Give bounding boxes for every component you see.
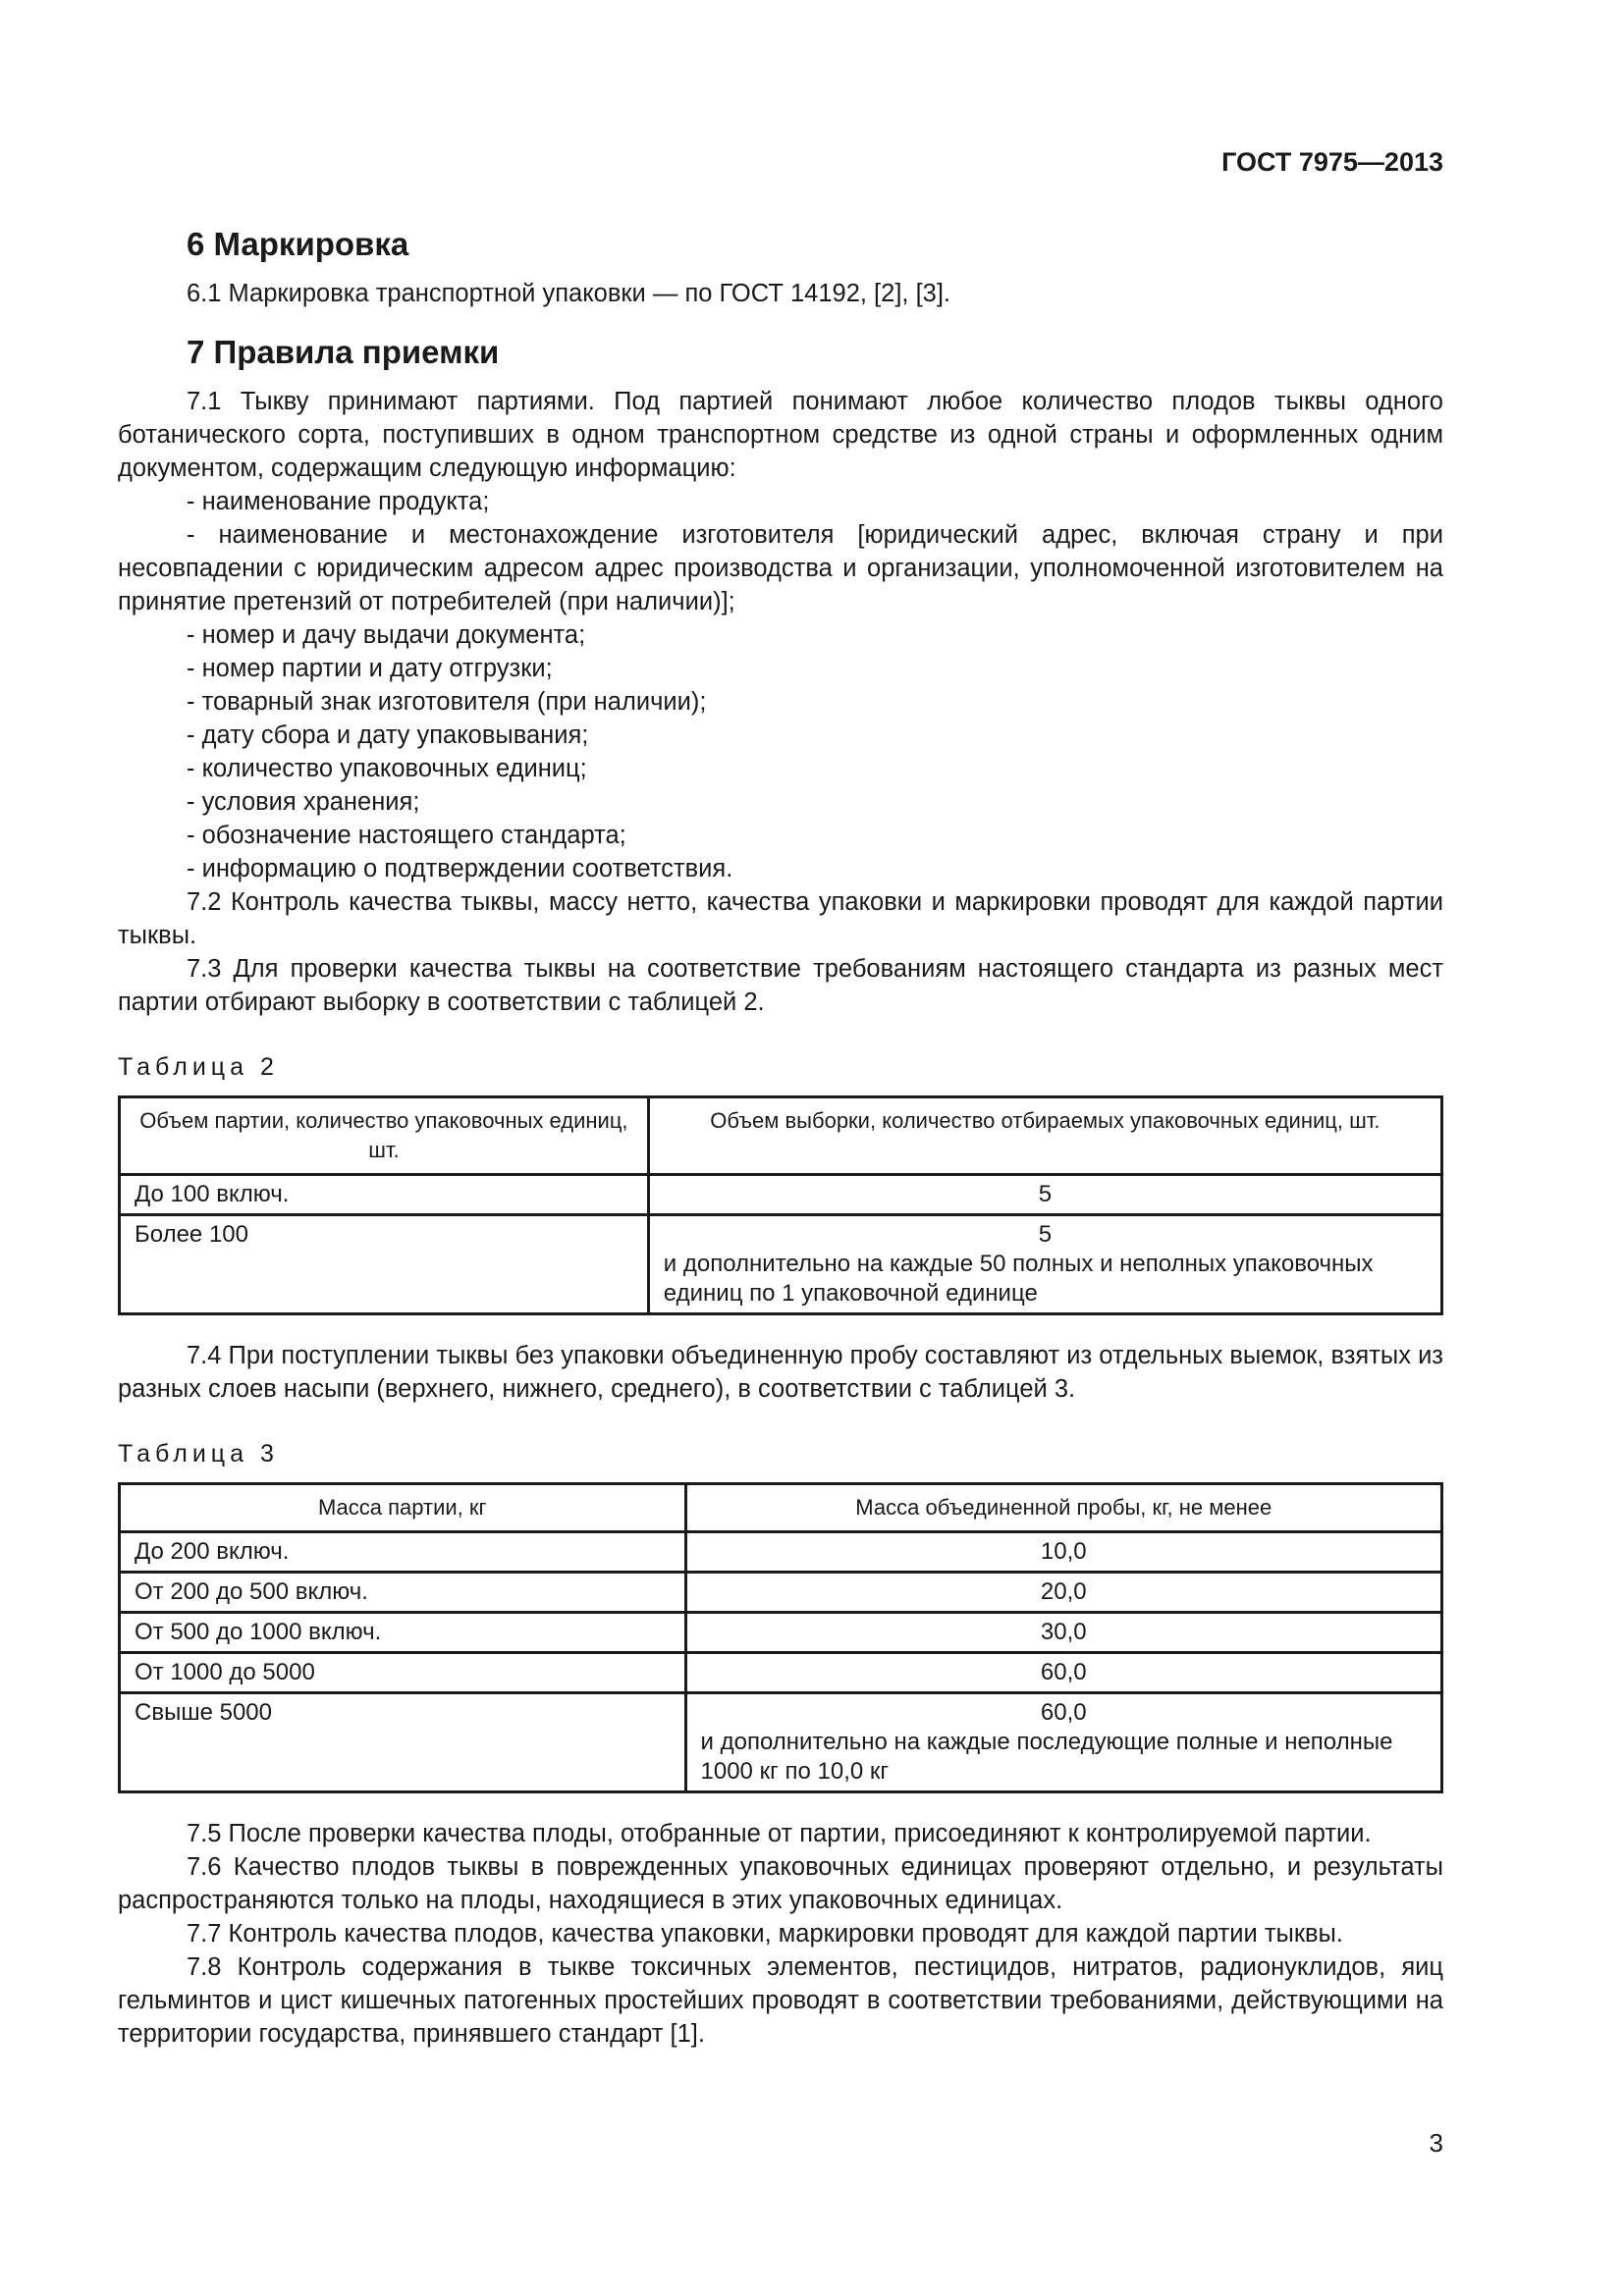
table-2: [118, 1095, 1443, 1315]
bullet-item: - товарный знак изготовителя (при наличии);: [187, 688, 707, 716]
table-cell: 60,0: [685, 1653, 1441, 1693]
table-row: [120, 1613, 1442, 1653]
table-header-row: [120, 1484, 1442, 1532]
table-cell: 30,0: [685, 1613, 1441, 1653]
table-row: [120, 1215, 1442, 1314]
section-6-title: 6 Маркировка: [187, 226, 409, 262]
table-header-cell: Объем партии, количество упаковочных единиц, шт.: [120, 1097, 649, 1175]
paragraph-7-2: 7.2 Контроль качества тыквы, массу нетто, качества упаковки и маркировки проводят для каждой партии тыквы.: [118, 888, 1443, 949]
table-cell: От 1000 до 5000: [120, 1653, 686, 1693]
table-cell-value: 60,0: [1040, 1699, 1087, 1726]
paragraph-7-4: 7.4 При поступлении тыквы без упаковки объединенную пробу составляют из отдельных выемок, взятых из разных слоев насыпи (верхнего, нижнего, среднего), в соответствии с таблицей 3.: [118, 1342, 1443, 1403]
table-3: [118, 1482, 1443, 1793]
table-row: [120, 1573, 1442, 1613]
table-cell: От 500 до 1000 включ.: [120, 1613, 686, 1653]
table-row: [120, 1175, 1442, 1215]
paragraph-7-8: 7.8 Контроль содержания в тыкве токсичных элементов, пестицидов, нитратов, радионуклидов, яиц гельминтов и цист кишечных патогенных простейших проводят в соответствии требованиями, действующими на территории государства, принявшего стандарт [1].: [118, 1953, 1443, 2048]
table-cell: 10,0: [685, 1532, 1441, 1573]
page-number: 3: [1429, 2128, 1443, 2158]
table-cell: [685, 1693, 1441, 1792]
bullet-item: - количество упаковочных единиц;: [187, 755, 587, 782]
table-cell-note: и дополнительно на каждые 50 полных и неполных упаковочных единиц по 1 упаковочной единице: [663, 1251, 1374, 1307]
paragraph-7-6: 7.6 Качество плодов тыквы в поврежденных упаковочных единицах проверяют отдельно, и результаты распространяются только на плоды, находящиеся в этих упаковочных единицах.: [118, 1853, 1443, 1914]
table-cell: [648, 1215, 1441, 1314]
bullet-item: - информацию о подтверждении соответствия.: [187, 855, 733, 882]
table-cell-note: и дополнительно на каждые последующие полные и неполные 1000 кг по 10,0 кг: [700, 1729, 1393, 1785]
paragraph-7-5: 7.5 После проверки качества плоды, отобранные от партии, присоединяют к контролируемой партии.: [187, 1820, 1372, 1847]
table-header-cell: Масса партии, кг: [120, 1484, 686, 1532]
table-cell-value: 5: [1038, 1181, 1053, 1207]
table-2-caption: Таблица 2: [118, 1053, 279, 1081]
table-cell: 20,0: [685, 1573, 1441, 1613]
bullet-item: - условия хранения;: [187, 788, 420, 816]
document-body: [118, 224, 1443, 2051]
bullet-item: - наименование продукта;: [187, 488, 490, 515]
table-cell: Свыше 5000: [120, 1693, 686, 1792]
table-3-caption: Таблица 3: [118, 1440, 279, 1468]
table-cell: [648, 1175, 1441, 1215]
paragraph-6-1: 6.1 Маркировка транспортной упаковки — по ГОСТ 14192, [2], [3].: [187, 280, 951, 307]
section-7-title: 7 Правила приемки: [187, 334, 500, 370]
bullet-item: - наименование и местонахождение изготовителя [юридический адрес, включая страну и при несовпадении с юридическим адресом адрес производства и организации, уполномоченной изготовителем на принятие претензий от потребителей (при наличии)];: [118, 521, 1443, 615]
table-cell: До 200 включ.: [120, 1532, 686, 1573]
table-row: [120, 1532, 1442, 1573]
table-cell-value: 5: [1038, 1221, 1053, 1248]
table-cell: От 200 до 500 включ.: [120, 1573, 686, 1613]
bullet-item: - дату сбора и дату упаковывания;: [187, 721, 589, 749]
table-cell: Более 100: [120, 1215, 649, 1314]
bullet-item: - номер партии и дату отгрузки;: [187, 655, 553, 682]
table-row: [120, 1693, 1442, 1792]
table-header-row: [120, 1097, 1442, 1175]
paragraph-7-7: 7.7 Контроль качества плодов, качества упаковки, маркировки проводят для каждой партии тыквы.: [187, 1920, 1343, 1948]
table-row: [120, 1653, 1442, 1693]
paragraph-7-1: 7.1 Тыкву принимают партиями. Под партией понимают любое количество плодов тыквы одного ботанического сорта, поступивших в одном транспортном средстве из одной страны и оформленных одним документом, содержащим следующую информацию:: [118, 388, 1443, 482]
bullet-item: - номер и дачу выдачи документа;: [187, 621, 586, 649]
document-code: ГОСТ 7975—2013: [1221, 147, 1443, 177]
table-header-cell: Объем выборки, количество отбираемых упаковочных единиц, шт.: [648, 1097, 1441, 1175]
table-header-cell: Масса объединенной пробы, кг, не менее: [685, 1484, 1441, 1532]
paragraph-7-3: 7.3 Для проверки качества тыквы на соответствие требованиям настоящего стандарта из разных мест партии отбирают выборку в соответствии с таблицей 2.: [118, 955, 1443, 1016]
table-cell: До 100 включ.: [120, 1175, 649, 1215]
bullet-item: - обозначение настоящего стандарта;: [187, 822, 626, 849]
